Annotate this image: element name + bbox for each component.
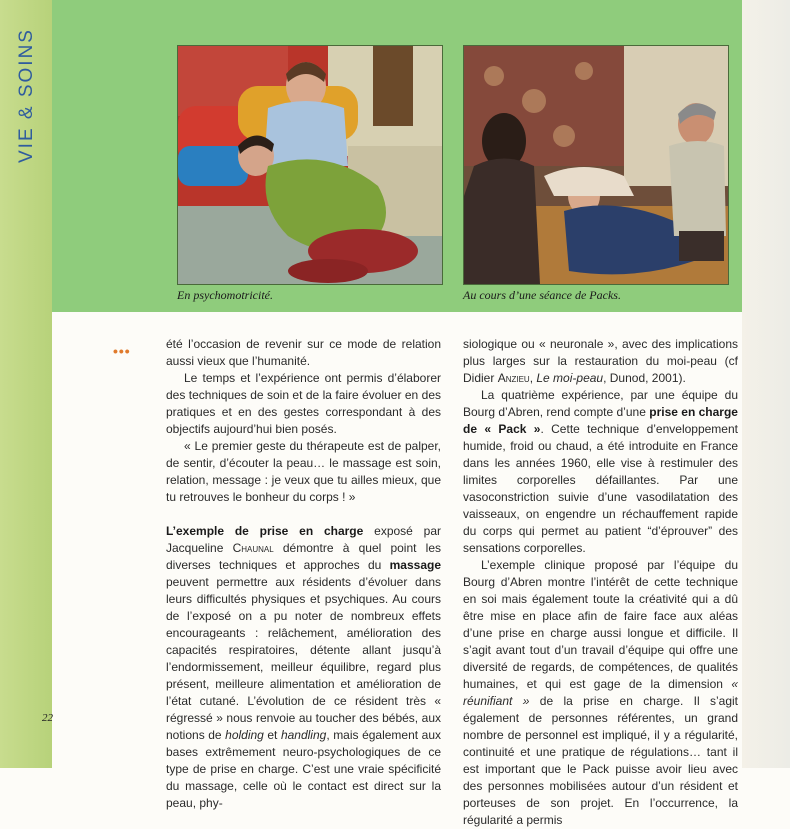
photo-psychomotricity [177,45,443,285]
bullet-dots: ••• [113,343,131,359]
text-column-left [166,336,441,812]
bold-term: prise en charge de « Pack » [463,405,738,436]
person-name: Anzieu [497,371,530,385]
italic-term: holding [225,728,264,742]
book-title: Le moi-peau [536,371,604,385]
quote-paragraph: « Le premier geste du thérapeute est de palper, de sentir, d’écouter la peau… le massage est soin, relation, message : je veux que tu ailles mieux, que tu retrouves le bonheur du corps ! » [166,439,441,504]
paragraph: L’exemple clinique proposé par l’équipe du Bourg d’Abren montre l’intérêt de cette technique en soi mais également toute la créativité qui a dû être mise en place afin de faire face aux aléas d’une prise en charge aussi longue et difficile. Il s’agit avant tout d’un travail d’équipe qui offre une diversité de regards, de compétences, de qualités humaines, et qui est gage de la dimension « réunifiant » de la prise en charge. Il s’agit également de personnes référentes, un grand nombre de personnel est impliqué, il y a régularité, continuité et une pratique de régulations… tant il est important que le Pack puisse avoir lieu avec des personnes mobilisées autour d’un résident et porteuses de son projet. En l’occurrence, la régularité a permis [463,558,739,827]
paragraph: L’exemple de prise en charge exposé par Jacqueline Chaunal démontre à quel point les diverses techniques et approches du massage peuvent permettre aux résidents d’évoluer dans leurs difficultés physiques et psychiques. Au cours de l’exposé on a pu noter de nombreux effets encourageants : relâchement, amélioration des capacités respiratoires, détente allant jusqu’à l’endormissement, meilleur équilibre, regard plus présent, meilleure alimentation et amélioration de l’état cutané. L’évolution de ce résident très « régressé » nous renvoie au toucher des bébés, aux notions de holding et handling, mais également aux bases extrêmement neuro-psychologiques de ce type de prise en charge. C’est une vraie spécificité du massage, celle où le contact est direct sur la peau, phy- [166,524,441,810]
photo-caption-left: En psychomotricité. [177,288,273,302]
bold-term: massage [389,558,441,572]
page-edge [742,0,790,768]
italic-term: handling [280,728,327,742]
photo-caption-right: Au cours d’une séance de Packs. [463,288,621,302]
paragraph: été l’occasion de revenir sur ce mode de relation aussi vieux que l’humanité. [166,337,441,368]
photo-packs [463,45,729,285]
bold-lead: L’exemple de prise en charge [166,524,364,538]
page-number: 22 [42,712,53,724]
paragraph: siologique ou « neuronale », avec des implications plus larges sur la restauration du moi-peau (cf Didier Anzieu, Le moi-peau, Dunod, 2001). [463,337,738,385]
text-column-right [463,336,738,829]
paragraph: Le temps et l’expérience ont permis d’élaborer des techniques de soin et de la faire évoluer en des pratiques et en des gestes correspondant à des objectifs aujourd’hui bien posés. [166,371,441,436]
italic-term: « réunifiant » [463,677,738,708]
person-name: Chaunal [232,541,274,555]
section-label: VIE & SOINS [16,28,37,163]
paragraph: La quatrième expérience, par une équipe du Bourg d’Abren, rend compte d’une prise en charge de « Pack ». Cette technique d’enveloppement humide, froid ou chaud, a été introduite en France dans les années 1960, elle vise à restimuler des limites corporelles défaillantes. Par une vasoconstriction suivie d’une vasodilatation des vaisseaux, on engendre un réchauffement rapide du corps qui permet au patient “d’éprouver” des sensations corporelles. [463,388,738,555]
